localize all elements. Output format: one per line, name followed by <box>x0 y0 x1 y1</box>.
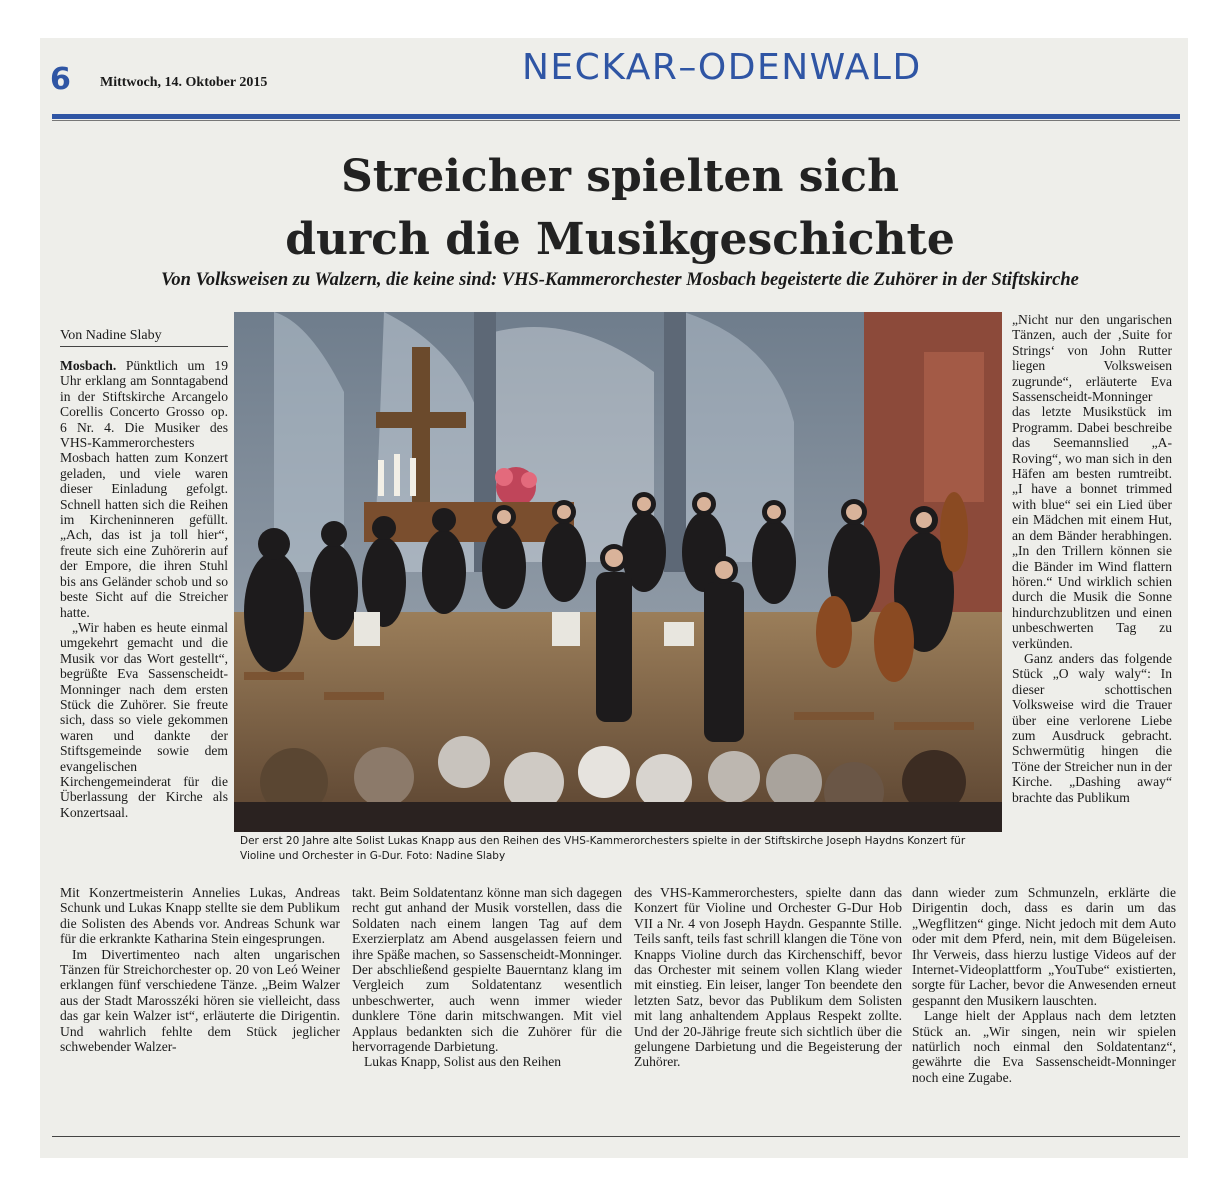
byline: Von Nadine Slaby <box>60 328 228 347</box>
paragraph: Mit Konzertmeisterin Annelies Lukas, Andreas Schunk und Lukas Knapp stellte sie dem Publikum die Solisten des Abends vor. Andreas Schunk war für die erkrankte Katharina Stein eingesprungen. <box>60 885 340 947</box>
paragraph: des VHS-Kammerorchesters, spielte dann das Konzert für Violine und Orchester G-Dur Hob VII a Nr. 4 von Joseph Haydn. Gespannte Stille. Teils sanft, teils fast schrill klangen die Töne von Knapps Violine durch das Kirchenschiff, bevor das Orchester mit seinem vollen Klang wieder mit einstieg. Ein leiser, langer Ton beendete den letzten Satz, bevor das Publikum dem Solisten mit lang anhaltendem Applaus Respekt zollte. Und der 20-Jährige freute sich sichtlich über die gelungene Darbietung und die Begeisterung der Zuhörer. <box>634 885 902 1070</box>
column-4 <box>634 885 902 1150</box>
section-title: NECKAR–ODENWALD <box>522 47 922 88</box>
column-1 <box>60 358 228 878</box>
issue-date: Mittwoch, 14. Oktober 2015 <box>100 75 268 90</box>
paragraph: Im Divertimenteo nach alten ungarischen Tänzen für Streichorchester op. 20 von Leó Weiner erklangen fünf verschiedene Tänze. „Beim Walzer aus der Stadt Marosszéki hören sie vielleicht, dass das gar kein Walzer ist“, erläuterte die Dirigentin. Und wahrlich fehlte dem Stück jeglicher schwebender Walzer- <box>60 946 340 1055</box>
masthead-rule-thin <box>52 120 1180 121</box>
concert-photo-image <box>234 312 1002 832</box>
column-2 <box>60 885 340 1150</box>
column-6 <box>1012 312 1172 884</box>
column-3 <box>352 885 622 1150</box>
paragraph: „Nicht nur den ungarischen Tänzen, auch der ‚Suite for Strings‘ von John Rutter liegen Volksweisen zugrunde“, erläuterte Eva Sassenscheidt-Monninger das letzte Musikstück im Programm. Dabei beschreibe das Seemannslied „A-Roving“, wo man sich in den Häfen am besten rumtreibt. „I have a bonnet trimmed with blue“ sei ein Lied über ein Mädchen mit einem Hut, an dem Bänder herabhingen. „In den Trillern können sie die Bänder im Wind flattern hören.“ Und wirklich schien durch die Musik die Sonne hindurchzublitzen und einen unbeschwerten Tag zu verkünden. <box>1012 312 1172 651</box>
paragraph-text: Pünktlich um 19 Uhr erklang am Sonntagabend in der Stiftskirche Arcangelo Corellis Concerto Grosso op. 6 Nr. 4. Die Musiker des VHS-Kammerorchesters Mosbach hatten zum Konzert geladen, und viele waren dieser Einladung gefolgt. Schnell hatten sich die Reihen im Kircheninneren gefüllt. „Ach, das ist ja toll hier“, freute sich eine Zuhörerin auf der Empore, die ihren Stuhl bis ans Geländer schob und so beste Sicht auf die Streicher hatte. <box>60 358 228 620</box>
paragraph: Ganz anders das folgende Stück „O waly waly“: In dieser schottischen Volksweise wird die Trauer über eine verlorene Liebe zum Ausdruck gebracht. Schwermütig hingen die Töne der Streicher nun in der Kirche. „Dashing away“ brachte das Publikum <box>1012 650 1172 805</box>
masthead-rule <box>52 114 1180 119</box>
column-5 <box>912 885 1176 1150</box>
headline-line-1: Streicher spielten sich <box>340 151 900 202</box>
paragraph: Lange hielt der Applaus nach dem letzten Stück an. „Wir singen, nein wir spielen natürlich noch einmal den Soldatentanz“, gewährte die Eva Sassenscheidt-Monninger noch eine Zugabe. <box>912 1008 1176 1085</box>
paragraph: dann wieder zum Schmunzeln, erklärte die Dirigentin doch, dass es darin um das „Wegflitzen“ ginge. Nicht jedoch mit dem Auto oder mit dem Pferd, nein, mit dem Bügeleisen. Ihr Verweis, dass hierzu lustige Videos auf der Internet-Videoplattform „YouTube“ existierten, sorgte für Lacher, bevor die Anwesenden erneut gespannt den Musikern lauschten. <box>912 885 1176 1008</box>
paragraph: takt. Beim Soldatentanz könne man sich dagegen recht gut anhand der Musik vorstellen, dass die Soldaten nach einem langen Tag auf dem Exerzierplatz am Abend ausgelassen feiern und ihre Späße machen, so Sassenscheidt-Monninger. Der abschließend gespielte Bauerntanz klang im Vergleich zum Soldatentanz wesentlich unbeschwerter, auch wenn immer wieder dunklere Töne darin mitschwangen. Mit viel Applaus bedankten sich die Zuhörer für die hervorragende Darbietung. <box>352 885 622 1055</box>
concert-photo <box>234 312 1002 832</box>
photo-caption: Der erst 20 Jahre alte Solist Lukas Knapp aus den Reihen des VHS-Kammerorchesters spielte in der Stiftskirche Joseph Haydns Konzert für Violine und Orchester in G-Dur. Foto: Nadine Slaby <box>240 835 966 862</box>
dateline: Mosbach. <box>60 358 117 373</box>
paragraph: „Wir haben es heute einmal umgekehrt gemacht und die Musik vor das Wort gestellt“, begrüßte Eva Sassenscheidt-Monninger nach dem ersten Stück die Zuhörer. Sie freute sich, dass so viele gekommen waren und dankte der Stiftsgemeinde sowie dem evangelischen Kirchengemeinderat für die Überlassung der Kirche als Konzertsaal. <box>60 619 228 820</box>
paragraph: Lukas Knapp, Solist aus den Reihen <box>364 1054 562 1070</box>
bottom-rule <box>52 1136 1180 1137</box>
headline <box>120 145 1120 271</box>
headline-line-2: durch die Musikgeschichte <box>285 214 955 265</box>
subheadline: Von Volksweisen zu Walzern, die keine sind: VHS-Kammerorchester Mosbach begeisterte die Zuhörer in der Stiftskirche <box>161 270 1079 290</box>
paragraph <box>60 358 228 620</box>
page-number: 6 <box>50 62 71 97</box>
